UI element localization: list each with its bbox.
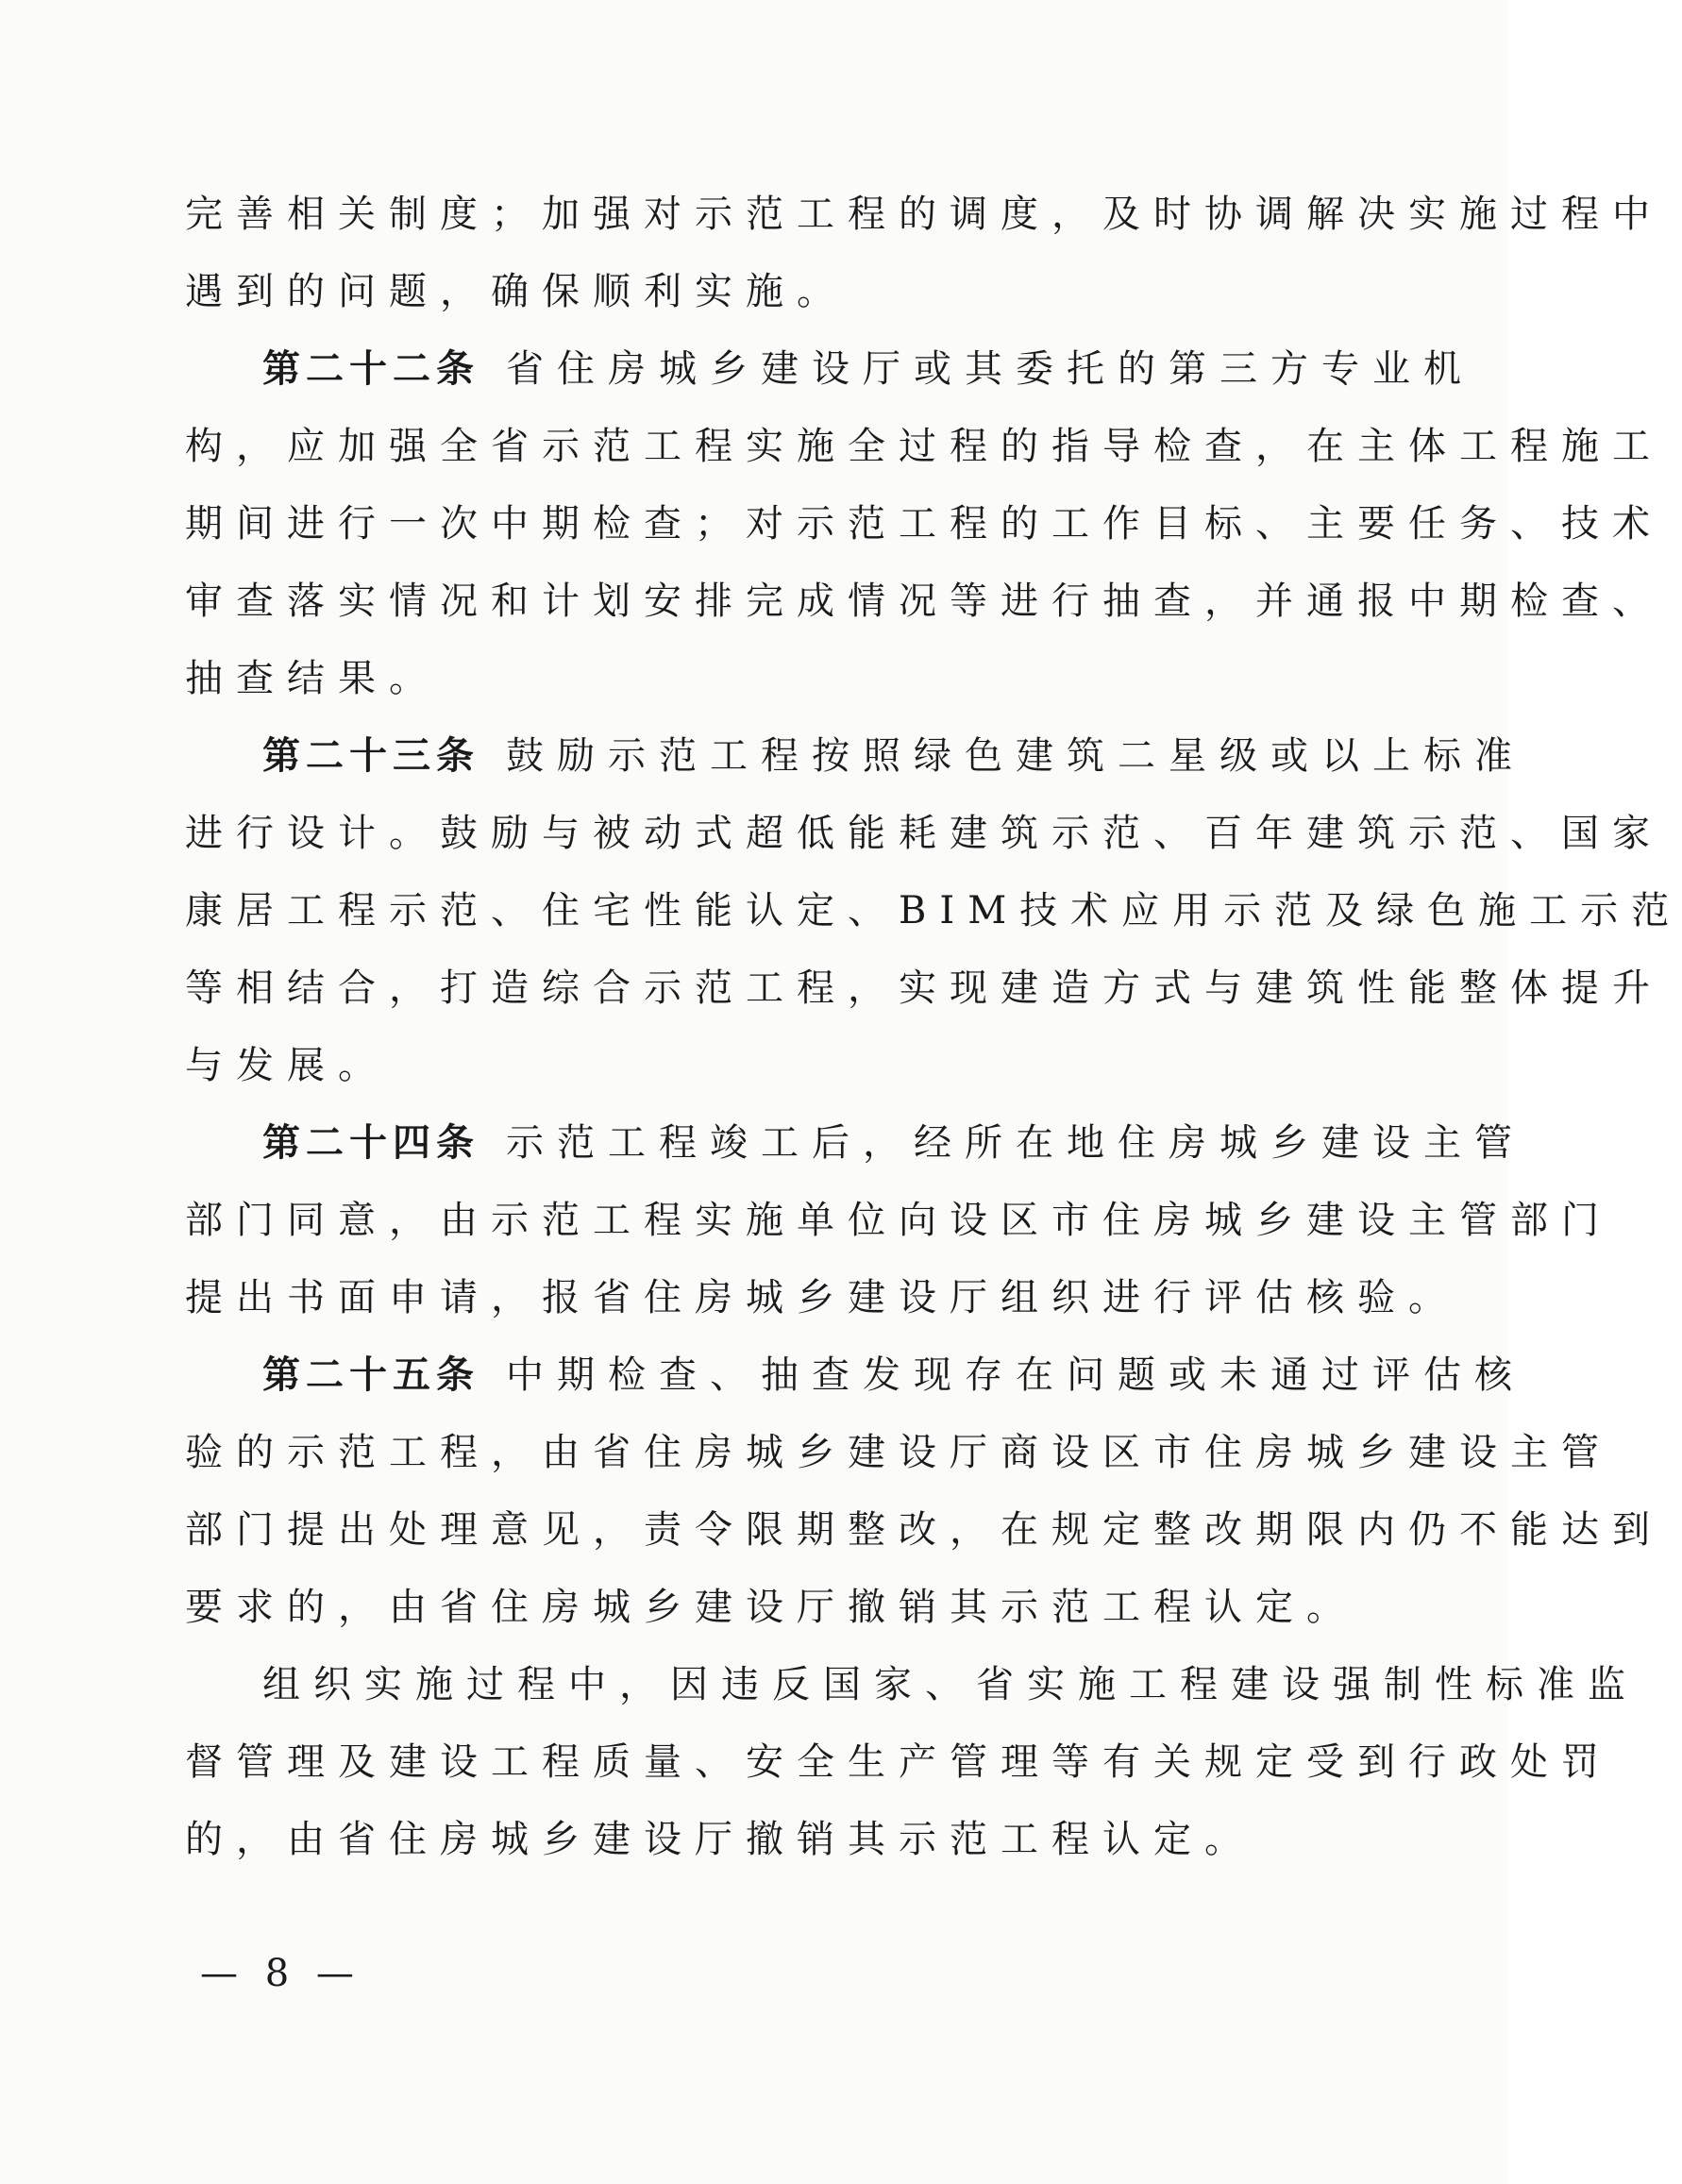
article-heading: 第二十四条	[262, 1121, 479, 1165]
article-24-first-line	[185, 1104, 1525, 1182]
text-line: 组织实施过程中，因违反国家、省实施工程建设强制性标准监	[262, 1663, 1639, 1706]
text-line: 督管理及建设工程质量、安全生产管理等有关规定受到行政处罚	[185, 1740, 1612, 1784]
article-text: 省住房城乡建设厅或其委托的第三方专业机	[506, 347, 1474, 391]
page-number: — 8 —	[200, 1952, 362, 1995]
article-text: 示范工程竣工后，经所在地住房城乡建设主管	[506, 1121, 1525, 1165]
text-line: 要求的，由省住房城乡建设厅撤销其示范工程认定。	[185, 1586, 1357, 1629]
article-23-first-line	[185, 717, 1525, 795]
text-line: 康居工程示范、住宅性能认定、BIM技术应用示范及绿色施工示范	[185, 889, 1682, 932]
text-line: 抽查结果。	[185, 657, 440, 700]
text-line: 完善相关制度；加强对示范工程的调度，及时协调解决实施过程中	[185, 193, 1663, 236]
text-line: 等相结合，打造综合示范工程，实现建造方式与建筑性能整体提升	[185, 966, 1663, 1010]
article-heading: 第二十二条	[262, 347, 479, 391]
article-heading: 第二十三条	[262, 734, 479, 778]
text-line: 构，应加强全省示范工程实施全过程的指导检查，在主体工程施工	[185, 425, 1663, 468]
article-text: 鼓励示范工程按照绿色建筑二星级或以上标准	[506, 734, 1525, 778]
article-heading: 第二十五条	[262, 1353, 479, 1397]
text-line: 与发展。	[185, 1044, 389, 1087]
text-line: 的，由省住房城乡建设厅撤销其示范工程认定。	[185, 1818, 1255, 1861]
article-22-first-line	[185, 330, 1474, 408]
text-line: 部门提出处理意见，责令限期整改，在规定整改期限内仍不能达到	[185, 1508, 1663, 1552]
text-line: 期间进行一次中期检查；对示范工程的工作目标、主要任务、技术	[185, 502, 1663, 546]
article-25-first-line	[185, 1336, 1525, 1414]
document-body	[185, 176, 1682, 1878]
text-line: 遇到的问题，确保顺利实施。	[185, 270, 848, 313]
text-line: 提出书面申请，报省住房城乡建设厅组织进行评估核验。	[185, 1276, 1459, 1319]
text-line: 审查落实情况和计划安排完成情况等进行抽查，并通报中期检查、	[185, 580, 1663, 623]
article-text: 中期检查、抽查发现存在问题或未通过评估核	[506, 1353, 1525, 1397]
text-line: 部门同意，由示范工程实施单位向设区市住房城乡建设主管部门	[185, 1199, 1612, 1242]
text-line: 验的示范工程，由省住房城乡建设厅商设区市住房城乡建设主管	[185, 1431, 1612, 1474]
text-line: 进行设计。鼓励与被动式超低能耗建筑示范、百年建筑示范、国家	[185, 812, 1663, 855]
